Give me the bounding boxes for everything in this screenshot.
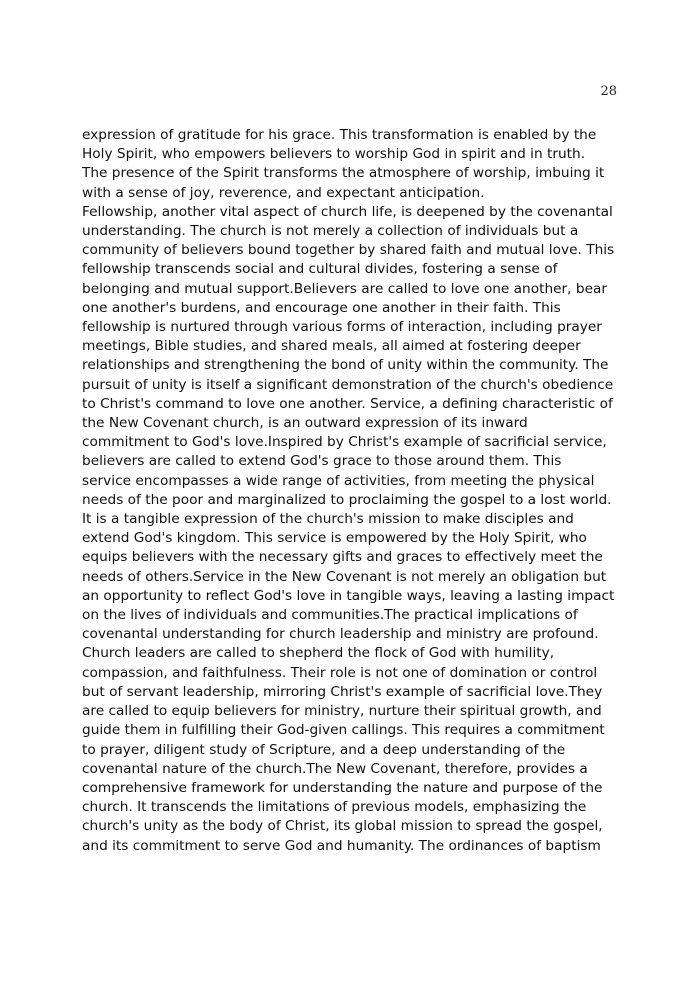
- text-line: guide them in fulfilling their God-given callings. This requires a commitment: [82, 722, 605, 739]
- text-line: pursuit of unity is itself a significant demonstration of the church's obedience: [82, 376, 614, 393]
- text-line: church. It transcends the limitations of previous models, emphasizing the: [82, 799, 587, 816]
- text-line: Church leaders are called to shepherd the flock of God with humility,: [82, 645, 555, 662]
- body-text: [82, 126, 618, 856]
- text-line: the New Covenant church, is an outward expression of its inward: [82, 415, 528, 432]
- text-line: needs of others.Service in the New Covenant is not merely an obligation but: [82, 568, 607, 585]
- text-line: The presence of the Spirit transforms the atmosphere of worship, imbuing it: [82, 165, 605, 182]
- text-line: service encompasses a wide range of activities, from meeting the physical: [82, 472, 595, 489]
- text-line: but of servant leadership, mirroring Christ's example of sacrificial love.They: [82, 683, 603, 700]
- text-line: It is a tangible expression of the church's mission to make disciples and: [82, 511, 574, 528]
- text-line: community of believers bound together by shared faith and mutual love. This: [82, 242, 615, 259]
- text-line: compassion, and faithfulness. Their role is not one of domination or control: [82, 664, 598, 681]
- text-line: belonging and mutual support.Believers are called to love one another, bear: [82, 280, 608, 297]
- text-line: covenantal understanding for church leadership and ministry are profound.: [82, 626, 599, 643]
- text-line: relationships and strengthening the bond of unity within the community. The: [82, 357, 609, 374]
- text-line: with a sense of joy, reverence, and expectant anticipation.: [82, 184, 485, 201]
- text-line: an opportunity to reflect God's love in tangible ways, leaving a lasting impact: [82, 587, 615, 604]
- text-line: Fellowship, another vital aspect of church life, is deepened by the covenantal: [82, 203, 613, 220]
- text-line: Holy Spirit, who empowers believers to worship God in spirit and in truth.: [82, 146, 586, 163]
- text-line: church's unity as the body of Christ, its global mission to spread the gospel,: [82, 818, 603, 835]
- text-line: understanding. The church is not merely a collection of individuals but a: [82, 223, 579, 240]
- text-line: needs of the poor and marginalized to proclaiming the gospel to a lost world.: [82, 491, 612, 508]
- text-line: covenantal nature of the church.The New Covenant, therefore, provides a: [82, 760, 588, 777]
- text-line: fellowship is nurtured through various forms of interaction, including prayer: [82, 319, 602, 336]
- text-line: expression of gratitude for his grace. This transformation is enabled by the: [82, 127, 597, 143]
- text-line: meetings, Bible studies, and shared meals, all aimed at fostering deeper: [82, 338, 581, 355]
- text-line: comprehensive framework for understanding the nature and purpose of the: [82, 779, 603, 796]
- text-line: equips believers with the necessary gifts and graces to effectively meet the: [82, 549, 603, 566]
- text-line: to Christ's command to love one another. Service, a defining characteristic of: [82, 395, 613, 412]
- text-line: one another's burdens, and encourage one another in their faith. This: [82, 299, 561, 316]
- text-line: on the lives of individuals and communities.The practical implications of: [82, 607, 578, 624]
- text-line: extend God's kingdom. This service is empowered by the Holy Spirit, who: [82, 530, 587, 547]
- text-line: commitment to God's love.Inspired by Christ's example of sacrificial service,: [82, 434, 607, 451]
- text-line: and its commitment to serve God and humanity. The ordinances of baptism: [82, 837, 601, 854]
- page-number: 28: [600, 84, 617, 99]
- text-line: fellowship transcends social and cultural divides, fostering a sense of: [82, 261, 558, 278]
- text-line: believers are called to extend God's grace to those around them. This: [82, 453, 562, 470]
- text-line: to prayer, diligent study of Scripture, and a deep understanding of the: [82, 741, 566, 758]
- text-line: are called to equip believers for ministry, nurture their spiritual growth, and: [82, 703, 602, 720]
